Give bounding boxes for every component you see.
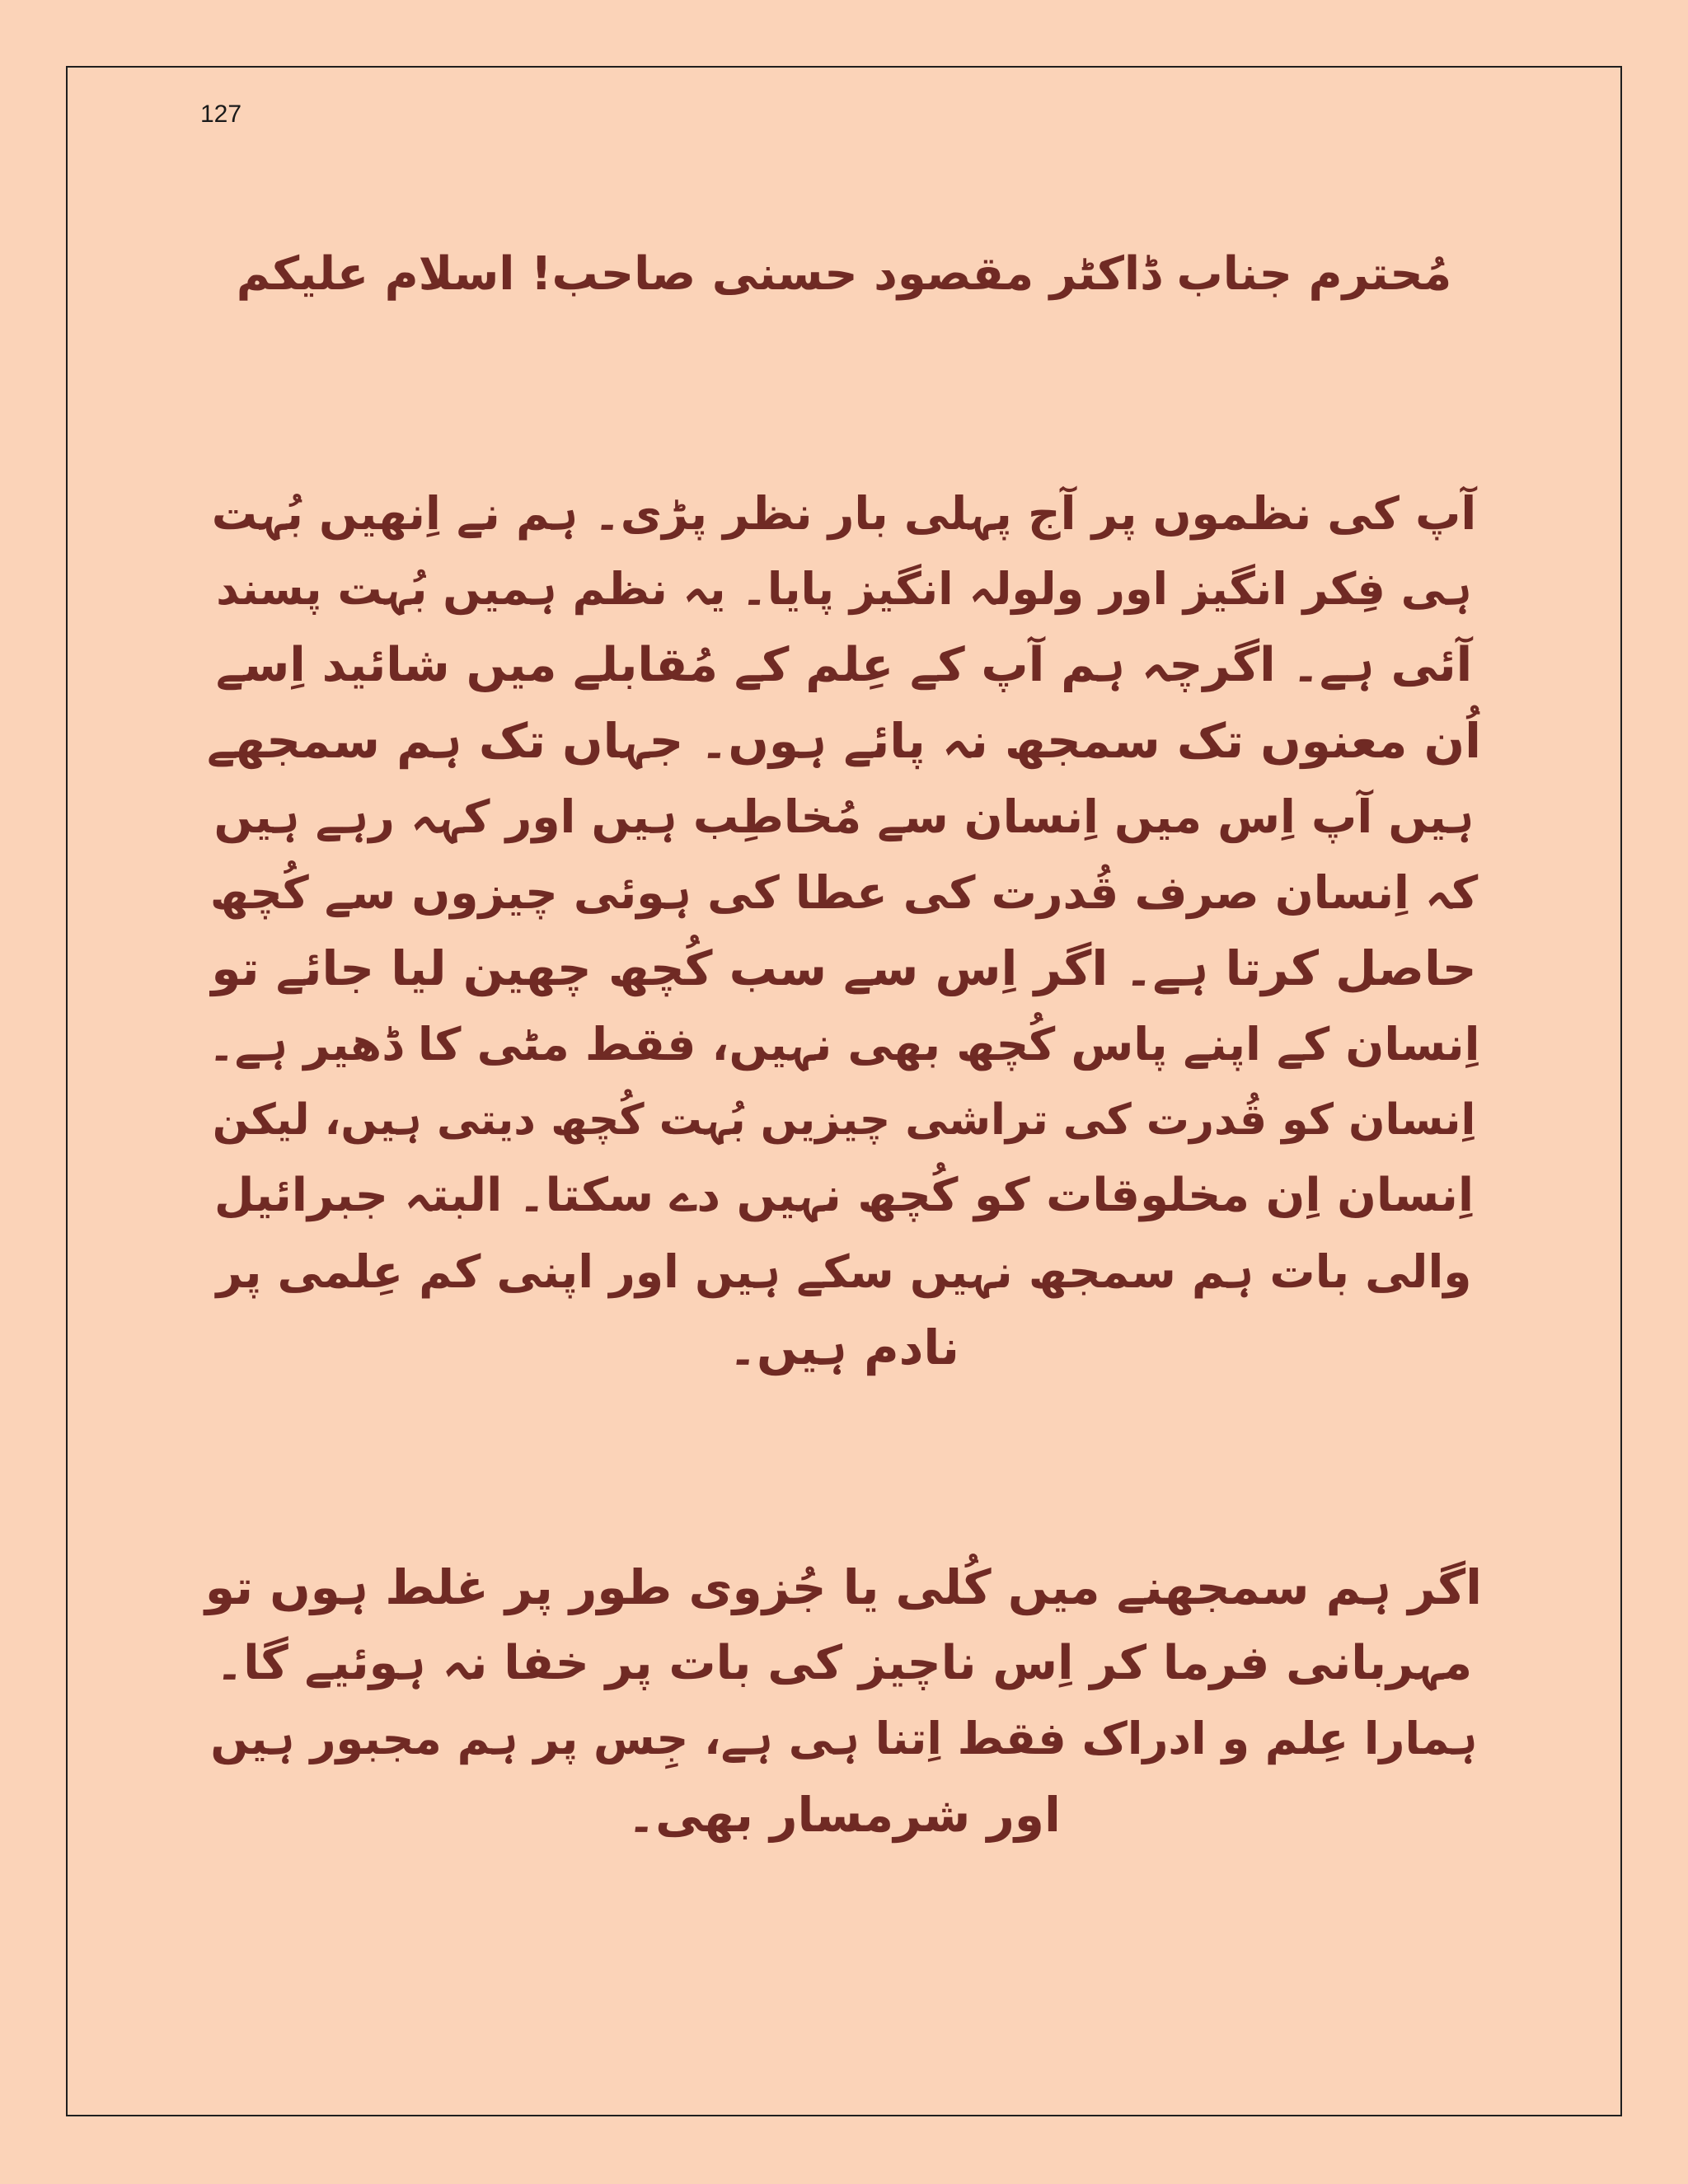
paragraph-line: اِنسان کے اپنے پاس کُچھ بھی نہیں، فقط مٹی کا ڈھیر ہے۔ [208,1018,1480,1071]
paragraph-line: ہیں آپ اِس میں اِنسان سے مُخاطِب ہیں اور کہہ رہے ہیں [213,790,1475,843]
paragraph-line: اِنسان کو قُدرت کی تراشی چیزیں بُہت کُچھ دیتی ہیں، لیکن [212,1095,1476,1145]
letter-salutation-heading: مُحترم جناب ڈاکٹر مقصود حسنی صاحب! اسلام علیکم [236,247,1452,301]
paragraph-line: اور شرمسار بھی۔ [627,1787,1061,1843]
paragraph-line: ہی فِکر انگیز اور ولولہ انگیز پایا۔ یہ نظم ہمیں بُہت پسند [216,563,1472,615]
paragraph-2 [206,1549,1482,1853]
paragraph-1 [206,476,1482,1385]
paragraph-line: مہربانی فرما کر اِس ناچیز کی بات پر خفا نہ ہوئیے گا۔ [215,1636,1473,1690]
paragraph-line: کہ اِنسان صرف قُدرت کی عطا کی ہوئی چیزوں سے کُچھ [209,866,1479,919]
paragraph-line: اُن معنوں تک سمجھ نہ پائے ہوں۔ جہاں تک ہم سمجھے [206,713,1482,769]
paragraph-line: والی بات ہم سمجھ نہیں سکے ہیں اور اپنی کم عِلمی پر [216,1245,1472,1298]
paragraph-line: اگر ہم سمجھنے میں کُلی یا جُزوی طور پر غلط ہوں تو [204,1559,1482,1615]
paragraph-line: حاصل کرتا ہے۔ اگر اِس سے سب کُچھ چھین لیا جائے تو [211,940,1477,996]
paragraph-line: ہمارا عِلم و ادراک فقط اِتنا ہی ہے، جِس پر ہم مجبور ہیں [210,1713,1478,1765]
paragraph-line: آپ کی نظموں پر آج پہلی بار نظر پڑی۔ ہم نے اِنھیں بُہت [211,487,1477,540]
paragraph-line: اِنسان اِن مخلوقات کو کُچھ نہیں دے سکتا۔ البتہ جبرائیل [213,1169,1475,1222]
page-number: 127 [200,101,242,128]
paragraph-line: نادم ہیں۔ [729,1319,959,1376]
paragraph-line: آئی ہے۔ اگرچہ ہم آپ کے عِلم کے مُقابلے میں شائید اِسے [215,638,1473,692]
